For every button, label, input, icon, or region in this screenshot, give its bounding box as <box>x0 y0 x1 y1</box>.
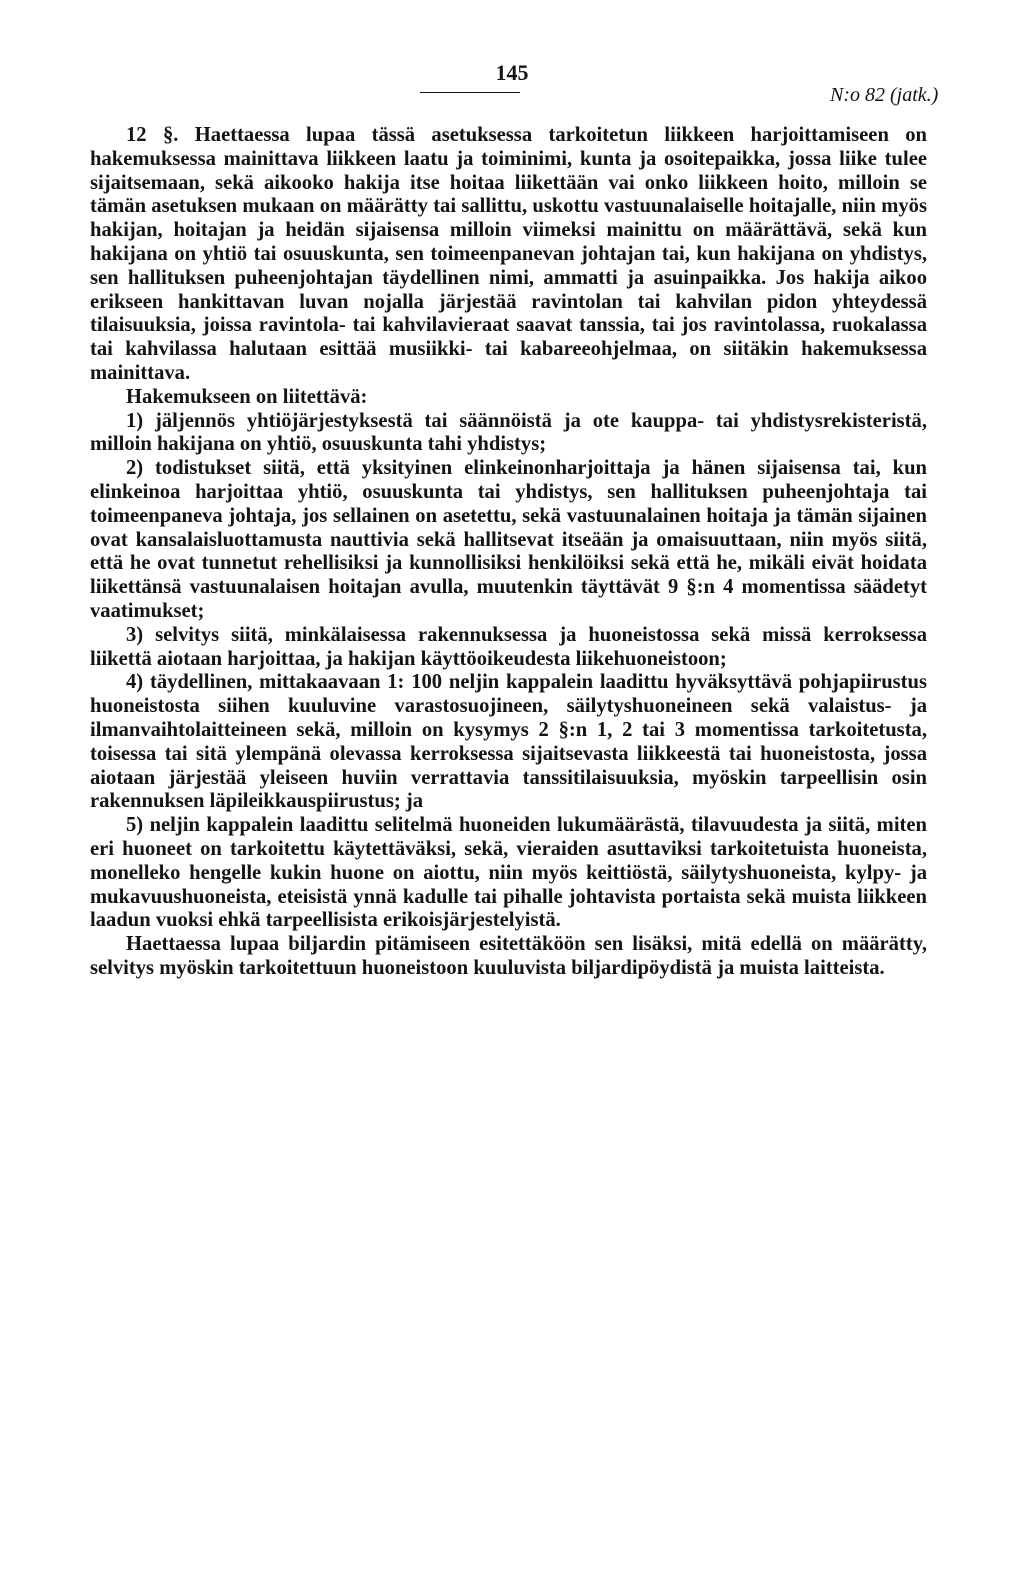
section-intro-paragraph <box>90 124 927 386</box>
list-item-5: 5) neljin kappalein laadittu selitelmä huoneiden lukumäärästä, tilavuudesta ja siitä, miten eri huoneet on tarkoitettu käytettäväksi, sekä, vieraiden asuttaviksi tarkoitetuista huoneista, monelleko hengelle kukin huone on aiottu, niin myös keittiöstä, säilytyshuoneista, kylpy- ja mukavuushuoneista, eteisistä ynnä kadulle tai pihalle johtavista portaista sekä muista liikkeen laadun vuoksi ehkä tarpeellisista erikoisjärjestelyistä. <box>90 814 927 932</box>
page-number: 145 <box>495 60 529 85</box>
attachments-heading: Hakemukseen on liitettävä: <box>126 385 368 408</box>
series-label: N:o 82 (jatk.) <box>830 84 939 106</box>
section-marker: 12 §. <box>126 124 179 146</box>
list-item-1: 1) jäljennös yhtiöjärjestyksestä tai säännöistä ja ote kauppa- tai yhdistysrekisteristä, milloin hakijana on yhtiö, osuuskunta tahi yhdistys; <box>90 409 927 456</box>
list-item-2: 2) todistukset siitä, että yksityinen elinkeinonharjoittaja ja hänen sijaisensa tai, kun elinkeinoa harjoittaa yhtiö, osuuskunta tai yhdistys, sen hallituksen puheenjohtaja tai toimeenpaneva johtaja, jos sellainen on asetettu, sekä vastuunalainen hoitaja ja tämän sijainen ovat kansalaisluottamusta nauttivia sekä hallitsevat itseään ja omaisuuttaan, niin myös siitä, että he ovat tunnetut rehellisiksi ja kunnollisiksi henkilöiksi sekä että he, mikäli eivät hoidata liikettänsä vastuunalaisen hoitajan avulla, muutenkin täyttävät 9 §:n 4 momentissa säädetyt vaatimukset; <box>90 457 927 622</box>
header-rule <box>420 92 520 93</box>
billiard-paragraph: Haettaessa lupaa biljardin pitämiseen esitettäköön sen lisäksi, mitä edellä on määrätty, selvitys myöskin tarkoitettuun huoneistoon kuuluvista biljardipöydistä ja muista laitteista. <box>90 933 927 979</box>
list-item-3: 3) selvitys siitä, minkälaisessa rakennuksessa ja huoneistossa sekä missä kerroksessa liikettä aiotaan harjoittaa, ja hakijan käyttöoikeudesta liikehuoneistoon; <box>90 623 927 670</box>
list-item-4: 4) täydellinen, mittakaavaan 1: 100 neljin kappalein laadittu hyväksyttävä pohjapiirustus huoneistosta siihen kuuluvine varastosuojineen, säilytyshuoneineen sekä valaistus- ja ilmanvaihtolaitteineen sekä, milloin on kysymys 2 §:n 1, 2 tai 3 momentissa tarkoitetusta, toisessa tai sitä ylempänä olevassa kerroksessa sijaitsevasta liikkeestä tai huoneistosta, jossa aiotaan järjestää yleiseen huviin verrattavia tanssitilaisuuksia, myöskin tarpeellisin osin rakennuksen läpileikkauspiirustus; ja <box>90 671 927 813</box>
section-body <box>90 124 927 981</box>
paragraph-text: Haettaessa lupaa tässä asetuksessa tarkoitetun liikkeen harjoittamiseen on hakemuksessa mainittava liikkeen laatu ja toiminimi, kunta ja osoitepaikka, jossa liike tulee sijaitsemaan, sekä aikooko hakija itse hoitaa liikettään vai onko liikkeen hoito, milloin se tämän asetuksen mukaan on määrätty tai sallittu, uskottu vastuunalaiselle hoitajalle, niin myös hakijan, hoitajan ja heidän sijaisensa milloin viimeksi mainittu on määrättävä, sekä kun hakijana on yhtiö tai osuuskunta, sen toimeenpanevan johtajan tai, kun hakijana on yhdistys, sen hallituksen puheenjohtajan täydellinen nimi, ammatti ja asuinpaikka. Jos hakija aikoo erikseen hankittavan luvan nojalla järjestää ravintolan tai kahvilan pidon yhteydessä tilaisuuksia, joissa ravintola- tai kahvilavieraat saavat tanssia, tai jos ravintolassa, ruokalassa tai kahvilassa halutaan esittää musiikki- tai kabareeohjelmaa, on siitäkin hakemuksessa mainittava. <box>90 124 927 384</box>
